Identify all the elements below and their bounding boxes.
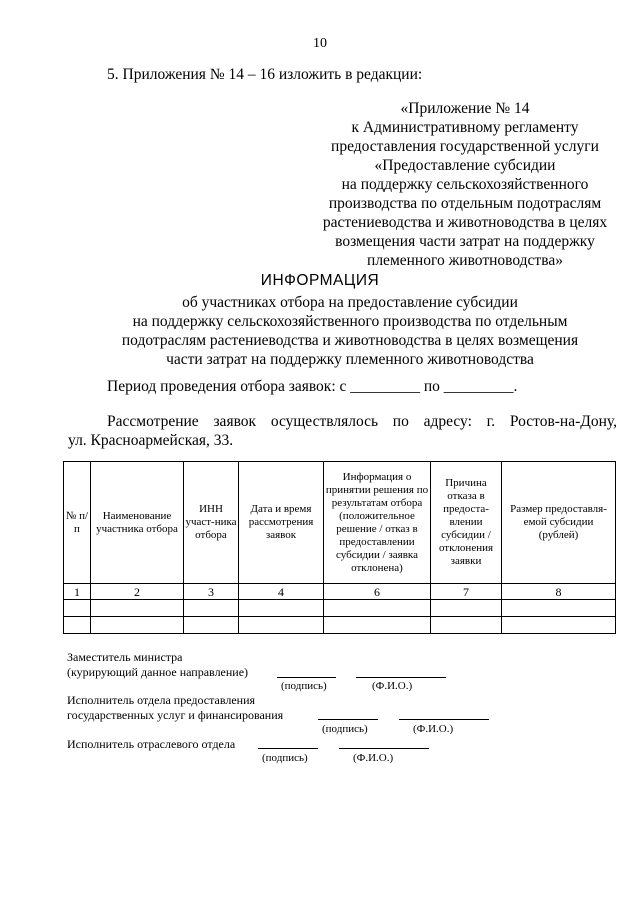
table-cell bbox=[239, 600, 324, 617]
table-cell bbox=[431, 600, 502, 617]
table-cell bbox=[184, 600, 239, 617]
header-participant-name: Наименование участника отбора bbox=[91, 462, 184, 584]
appendix-line: к Административному регламенту bbox=[351, 119, 579, 136]
column-number: 3 bbox=[184, 584, 239, 600]
signature-caption: (подпись) bbox=[281, 680, 327, 692]
document-subtitle bbox=[90, 293, 610, 369]
table-row bbox=[64, 617, 616, 634]
branch-executor-label: Исполнитель отраслевого отдела bbox=[67, 737, 236, 751]
appendix-line: «Предоставление субсидии bbox=[374, 157, 556, 174]
signature-line bbox=[318, 719, 378, 720]
header-decision-info: Информация о принятии решения по результатам отбора (положительное решение / отказ в предоставлении субсидии / заявка отклонена) bbox=[324, 462, 431, 584]
selection-period: Период проведения отбора заявок: с _________ по _________. bbox=[107, 378, 518, 395]
header-subsidy-amount: Размер предоставля-емой субсидии (рублей) bbox=[502, 462, 616, 584]
signature-line bbox=[277, 677, 336, 678]
appendix-line: племенного животноводства» bbox=[367, 252, 563, 269]
table-cell bbox=[502, 617, 616, 634]
name-line bbox=[399, 719, 489, 720]
table-cell bbox=[431, 617, 502, 634]
subtitle-line: части затрат на поддержку племенного животноводства bbox=[166, 351, 534, 368]
appendix-line: «Приложение № 14 bbox=[400, 100, 530, 117]
column-number: 8 bbox=[502, 584, 616, 600]
name-caption: (Ф.И.О.) bbox=[413, 723, 454, 735]
address-word: осуществлялось bbox=[270, 413, 379, 430]
appendix-line: производства по отдельным подотраслям bbox=[328, 195, 602, 212]
appendix-line: предоставления государственной услуги bbox=[331, 138, 599, 155]
column-number: 7 bbox=[431, 584, 502, 600]
subtitle-line: подотраслям растениеводства и животноводства в целях возмещения bbox=[121, 332, 579, 349]
address-word: Ростов-на-Дону, bbox=[509, 413, 617, 430]
header-number: № п/п bbox=[64, 462, 91, 584]
name-caption: (Ф.И.О.) bbox=[372, 680, 413, 692]
column-number: 6 bbox=[324, 584, 431, 600]
appendix-line: на поддержку сельскохозяйственного bbox=[341, 176, 589, 193]
deputy-minister-label: Заместитель министра bbox=[67, 650, 183, 664]
table-cell bbox=[324, 617, 431, 634]
address-word: адресу: bbox=[423, 413, 472, 430]
signature-caption: (подпись) bbox=[322, 723, 368, 735]
document-title: ИНФОРМАЦИЯ bbox=[260, 272, 380, 289]
column-number: 4 bbox=[239, 584, 324, 600]
subtitle-line: на поддержку сельскохозяйственного производства по отдельным bbox=[132, 313, 568, 330]
table-row bbox=[64, 600, 616, 617]
name-line bbox=[339, 748, 429, 749]
dept-finance-label: государственных услуг и финансирования bbox=[67, 708, 284, 722]
name-line bbox=[356, 677, 446, 678]
table-cell bbox=[64, 617, 91, 634]
participants-table bbox=[63, 461, 616, 634]
subtitle-line: об участниках отбора на предоставление субсидии bbox=[182, 294, 518, 311]
column-number: 2 bbox=[91, 584, 184, 600]
appendix-line: возмещения части затрат на поддержку bbox=[335, 233, 595, 250]
signature-line bbox=[258, 748, 318, 749]
table-cell bbox=[502, 600, 616, 617]
address-line-1 bbox=[107, 413, 617, 431]
table-cell bbox=[324, 600, 431, 617]
table-row-column-numbers bbox=[64, 584, 616, 600]
address-word: Рассмотрение bbox=[107, 413, 199, 430]
header-inn: ИНН участ-ника отбора bbox=[184, 462, 239, 584]
table-cell bbox=[184, 617, 239, 634]
intro-paragraph: 5. Приложения № 14 – 16 изложить в редакции: bbox=[107, 66, 423, 83]
header-review-datetime: Дата и время рассмотрения заявок bbox=[239, 462, 324, 584]
name-caption: (Ф.И.О.) bbox=[353, 752, 394, 764]
appendix-line: растениеводства и животноводства в целях bbox=[322, 214, 608, 231]
column-number: 1 bbox=[64, 584, 91, 600]
address-word: г. bbox=[486, 413, 496, 430]
address-word: по bbox=[392, 413, 409, 430]
address-word: заявок bbox=[213, 413, 257, 430]
page-number: 10 bbox=[313, 36, 327, 51]
appendix-header bbox=[300, 99, 630, 270]
signature-caption: (подпись) bbox=[262, 752, 308, 764]
table-cell bbox=[64, 600, 91, 617]
table-cell bbox=[91, 600, 184, 617]
deputy-direction-label: (курирующий данное направление) bbox=[67, 665, 249, 679]
header-refusal-reason: Причина отказа в предоста-влении субсидии / отклонения заявки bbox=[431, 462, 502, 584]
table-cell bbox=[91, 617, 184, 634]
dept-executor-label: Исполнитель отдела предоставления bbox=[67, 693, 256, 707]
table-cell bbox=[239, 617, 324, 634]
address-line-2: ул. Красноармейская, 33. bbox=[68, 432, 234, 449]
